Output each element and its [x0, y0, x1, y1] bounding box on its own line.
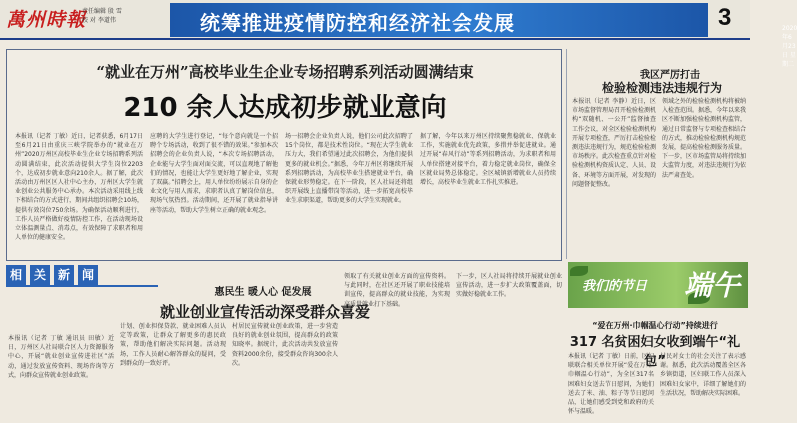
- column-divider: [566, 49, 567, 259]
- related-news-tag: 新: [54, 265, 74, 286]
- lead-column-4: 据了解，今年以来万州区持续聚焦稳就业、保就业工作，实施就业优先政策，多措并举促进就业。通过开展“春风行动”等系列招聘活动，为求职者和用人单位搭建对接平台，着力稳定就业岗位，确保全区就业局势总体稳定。全区城镇新增就业人员持续增长，高校毕业生就业工作扎实推进。: [420, 133, 556, 187]
- related-news-tag: 相: [6, 265, 26, 286]
- lead-headline: 210 余人达成初步就业意向: [123, 93, 447, 123]
- lead-column-2: 应聘的大学生进行登记，“每个意向就是一个招聘个专场活动，收到了很不错的效果。”参加本次招聘会的企业负责人说，“本次专场招聘活动，企业能与大学生面对面交流，可以直观地了解他们的情况，也能让大学生更好地了解企业，实现了双赢。”招聘会上，用人单位纷纷展示自身的企业文化与用人需求，求职者认真了解岗位信息，现场气氛热烈。活动期间，还开展了就业指导讲座等活动，帮助大学生树立正确的就业观念。: [150, 133, 278, 214]
- right-top-kicker: 我区严厉打击: [640, 70, 700, 81]
- right-top-column-1: 本报讯（记者 李静）近日，区市场监督管理局召开检验检测机构“双随机、一公开”监督抽查工作会议，对全区检验检测机构开展专项检查，严厉打击检验检测违法违规行为，规范检验检测市场秩序。此次检查重点针对检验检测机构资质认定、人员、设备、环境等方面开展，对发现的问题督促整改。: [572, 98, 657, 188]
- editor-credits: [82, 7, 122, 25]
- festival-name: 端午: [683, 269, 740, 302]
- right-top-column-2: 领域之外的检验检测机构将被纳入检查范围。据悉，今年以来我区不断加强检验检测机构监管，通过日常监督与专项检查相结合的方式，推动检验检测机构规范发展，提高检验检测服务质量。下一步，区市场监管局将持续加大监管力度，对违法违规行为依法严肃查处。: [662, 98, 747, 179]
- page-number: 3: [718, 4, 732, 31]
- right-top-headline: 检验检测违法违规行为: [601, 81, 722, 95]
- right-bottom-kicker: “爱在万州·巾帼温心行动”持续进行: [592, 321, 718, 330]
- masthead: [0, 0, 797, 68]
- dragon-boat-banner: [568, 262, 748, 308]
- lead-story-box: [6, 49, 562, 261]
- lower-column-5: 下一步，区人社局将持续开展就业创业宣传活动，进一步扩大政策覆盖面，切实做好稳就业工作。: [456, 273, 562, 299]
- right-bottom-column-2: 村民对女士的社会关注了表示感谢。据悉，此次活动覆盖全区各乡镇街道，区妇联工作人员深入困难妇女家中，详细了解她们的生活状况，帮助解决实际困难。: [660, 353, 746, 397]
- proofreader-line: 校 对 李道伟: [82, 17, 116, 24]
- related-news-tag: 关: [30, 265, 50, 286]
- lower-kicker: 惠民生 暖人心 促发展: [214, 287, 312, 298]
- lead-column-3: 场一招聘会企业负责人说，他们公司此次招聘了15个岗位，都是技术性岗位。“现在大学生就业压力大，我们希望通过此次招聘会，为他们提供更多的就业机会。”据悉，今年万州区将继续开展系列招聘活动，为高校毕业生搭建就业平台，确保就业形势稳定。在下一阶段，区人社局还将组织开展线上直播带岗等活动，进一步拓宽高校毕业生求职渠道，帮助更多的大学生实现就业。: [285, 133, 413, 205]
- lower-headline: 就业创业宣传活动深受群众喜爱: [159, 303, 370, 321]
- lower-column-1: 本报讯（记者 丁敏 通讯员 田敏）近日，万州区人社局联合区人力资源服务中心，开展“就业创业宣传进社区”活动，通过发放宣传资料、现场咨询等方式，向群众宣传就业创业政策。: [8, 335, 114, 379]
- related-news-tag: 闻: [78, 265, 98, 286]
- editor-line: 责任编辑 殷 雪: [82, 8, 122, 15]
- newspaper-logo: 萬州時報: [6, 9, 87, 31]
- section-banner: [170, 3, 797, 68]
- lead-column-1: 本报讯（记者 丁敏）近日，记者获悉，6月17日至6月21日由重庆三峡学院举办的“就业在万州”2020万州区高校毕业生企业专场招聘系列活动圆满结束，此次活动提供大学生岗位2203个，达成初步就业意向210余人。据了解，此次活动由万州区区人社中心主办，万州区大学生就业创业公共服务中心承办。本次活动采用线上线下相结合的方式进行，期间共组织招聘会10场，提供有效岗位750余场。为确保活动顺利进行，工作人员严格做好疫情防控工作，在活动现场设立体温测量点、消毒点，有效保障了求职者和用人单位的健康安全。: [15, 133, 143, 242]
- festival-label: 我们的节日: [582, 279, 648, 294]
- right-bottom-column-1: 本报讯（记者 丁敏）日前，区妇联联合相关单位开展“爱在万州·巾帼温心行动”，为全区317名困难妇女送去节日慰问，为她们送去了米、油、粽子等节日慰问品，让她们感受到党和政府的关怀与温暖。: [568, 353, 654, 416]
- lower-column-4: 领取了有关就业创业方面的宣传资料。与此同时，在社区还开展了职业技能培训宣传，提高群众的就业技能，为实现高质量就业打下基础。: [344, 273, 450, 308]
- lower-column-3: 村居民宣传就业创业政策，进一步营造良好的就业创业氛围，提高群众的政策知晓率。据统计，此次活动共发放宣传资料2000余份，接受群众咨询300余人次。: [232, 323, 338, 367]
- banner-title: 统筹推进疫情防控和经济社会发展: [200, 11, 515, 35]
- right-bottom-headline: 317 名贫困妇女收到端午“礼包”: [569, 335, 741, 369]
- lead-subtitle: “就业在万州”高校毕业生企业专场招聘系列活动圆满结束: [96, 63, 474, 81]
- issue-date: 2020年6月23日 星期二: [782, 25, 797, 68]
- related-news-rule: [6, 285, 158, 287]
- lower-column-2: 计划、创业担保贷款、就业困难人员认定等政策，让群众了解更多的惠民政策，帮助他们解决实际问题。活动现场，工作人员耐心解答群众的疑问，受到群众的一致好评。: [120, 323, 226, 367]
